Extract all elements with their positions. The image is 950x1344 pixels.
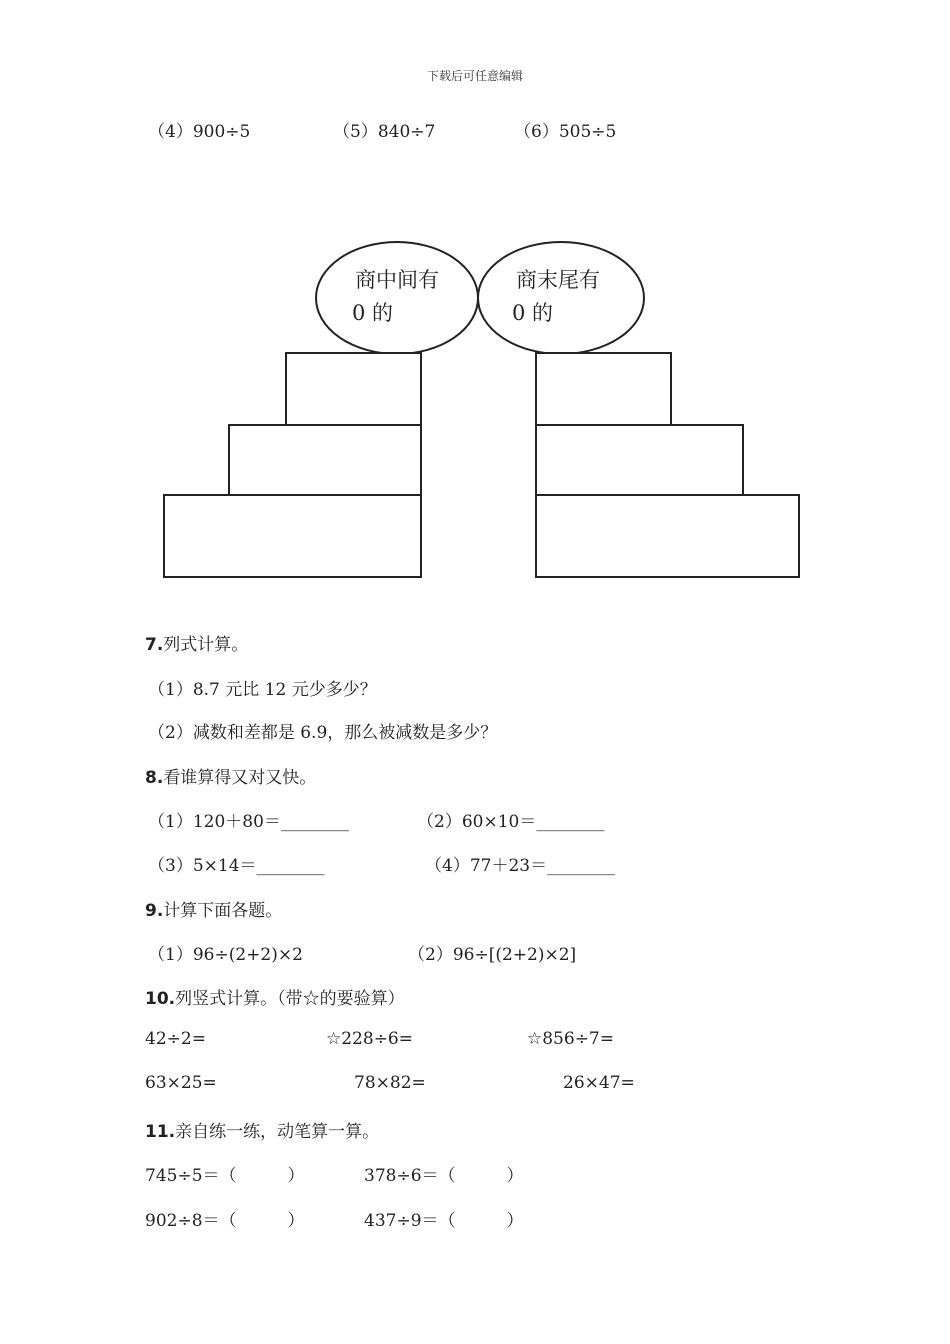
- q8-number: 8.: [145, 768, 164, 788]
- right-bubble-line2: 0 的: [512, 301, 554, 325]
- q9-number: 9.: [145, 901, 164, 921]
- q7-number: 7.: [145, 635, 164, 655]
- left-step-3-box: [164, 495, 421, 577]
- q11-item-2: 378÷6＝（ ）: [364, 1166, 524, 1186]
- q11-heading: [145, 1117, 379, 1142]
- q8-item-1: （1）120＋80＝________: [148, 812, 349, 832]
- q11-number: 11.: [145, 1122, 176, 1142]
- q9-item-2: （2）96÷[(2+2)×2]: [408, 945, 577, 965]
- q10-item-6: 26×47=: [563, 1073, 635, 1093]
- q7-title: 列式计算。: [163, 635, 249, 655]
- q7-item-1: （1）8.7 元比 12 元少多少？: [148, 680, 377, 700]
- left-bubble-line2: 0 的: [352, 301, 394, 325]
- q7-item-2: （2）减数和差都是 6.9，那么被减数是多少？: [148, 723, 498, 743]
- right-step-3-box: [536, 495, 799, 577]
- left-staircase: [164, 353, 421, 577]
- q9-item-1: （1）96÷(2+2)×2: [148, 945, 303, 965]
- right-staircase: [536, 353, 799, 577]
- q10-title: 列竖式计算。（带☆的要验算）: [175, 989, 405, 1009]
- q8-item-2: （2）60×10＝________: [417, 812, 605, 832]
- q10-item-5: 78×82=: [354, 1073, 426, 1093]
- staircase-diagram: [0, 0, 950, 600]
- left-bubble-line1: 商中间有: [355, 268, 439, 292]
- problem-6: （6）505÷5: [514, 122, 617, 142]
- right-bubble: [478, 242, 644, 354]
- q10-item-2: ☆228÷6=: [326, 1029, 413, 1049]
- page-header: 下载后可任意编辑: [426, 69, 523, 83]
- q11-title: 亲自练一练，动笔算一算。: [175, 1122, 380, 1142]
- q10-item-1: 42÷2=: [145, 1029, 206, 1049]
- right-bubble-line1: 商末尾有: [516, 268, 600, 292]
- q8-item-3: （3）5×14＝________: [148, 856, 325, 876]
- right-step-1-box: [536, 353, 671, 425]
- problem-4: （4）900÷5: [148, 122, 251, 142]
- q8-heading: [145, 763, 316, 788]
- right-step-2-box: [536, 425, 743, 495]
- q10-number: 10.: [145, 989, 176, 1009]
- left-step-1-box: [286, 353, 421, 425]
- q10-item-4: 63×25=: [145, 1073, 217, 1093]
- q9-title: 计算下面各题。: [163, 901, 283, 921]
- q11-item-3: 902÷8＝（ ）: [145, 1211, 305, 1231]
- q8-item-4: （4）77＋23＝________: [425, 856, 616, 876]
- left-bubble: [316, 242, 478, 354]
- problem-5: （5）840÷7: [333, 122, 436, 142]
- q10-item-3: ☆856÷7=: [527, 1029, 614, 1049]
- left-step-2-box: [229, 425, 421, 495]
- q9-heading: [145, 896, 282, 921]
- q11-item-4: 437÷9＝（ ）: [364, 1211, 524, 1231]
- q8-title: 看谁算得又对又快。: [163, 768, 317, 788]
- q11-item-1: 745÷5＝（ ）: [145, 1166, 305, 1186]
- q7-heading: [145, 630, 248, 655]
- q10-heading: [145, 984, 405, 1009]
